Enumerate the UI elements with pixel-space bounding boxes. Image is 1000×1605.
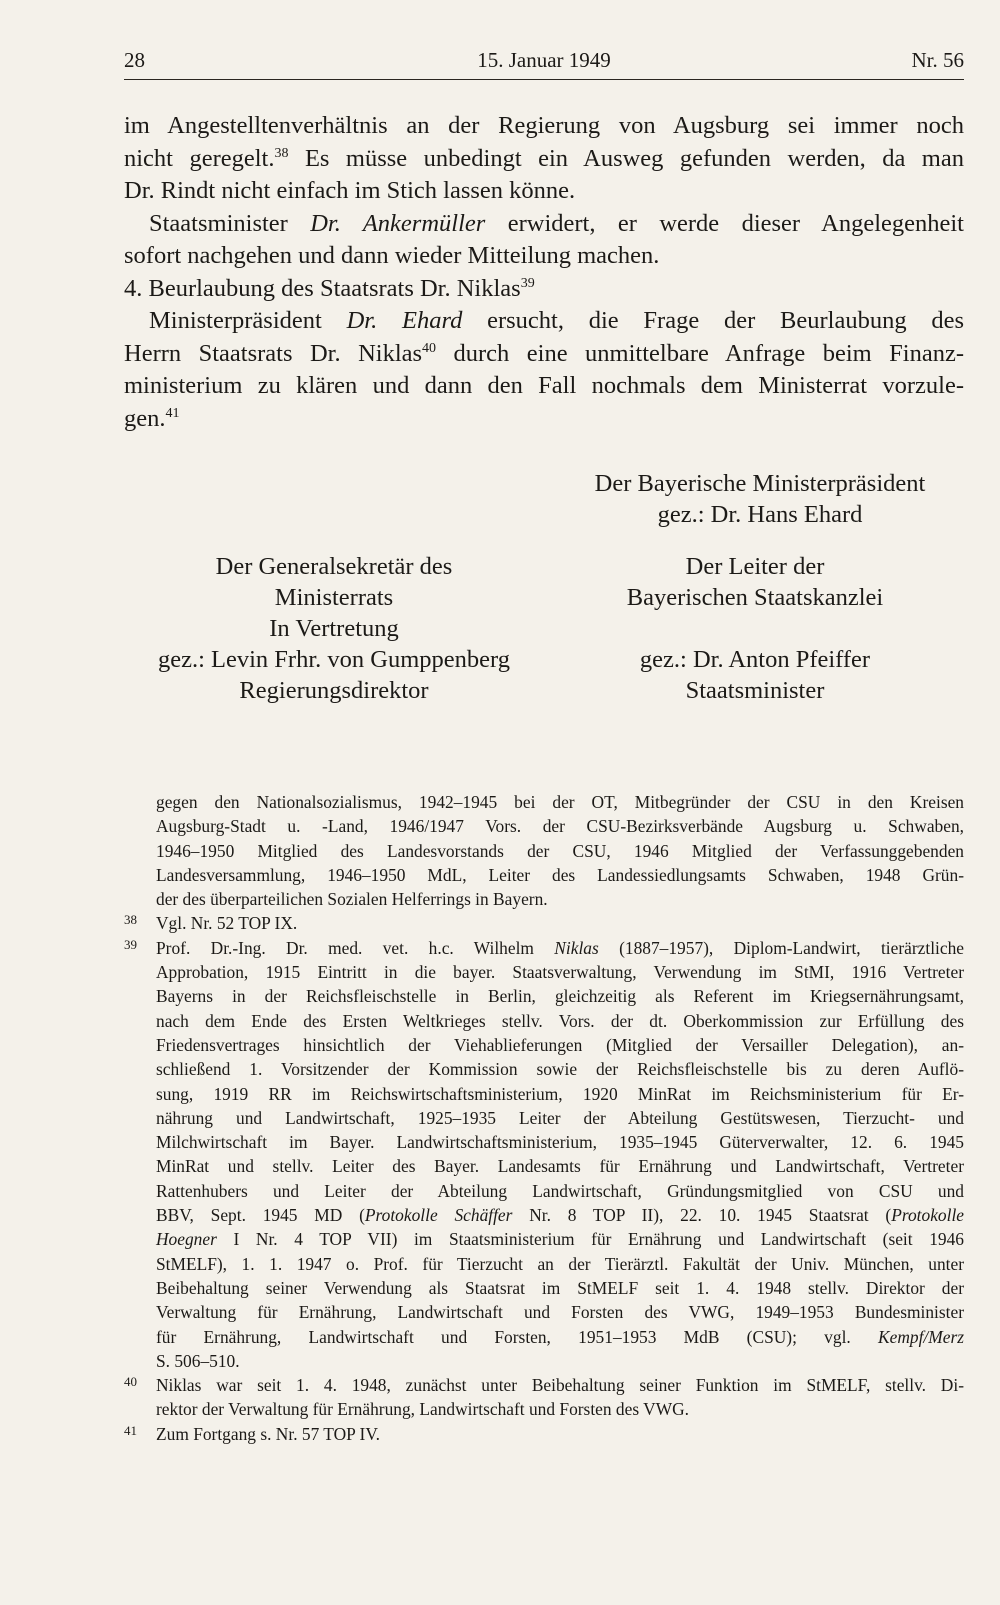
document-number: Nr. 56 <box>911 48 964 72</box>
signature-ministerpraesident: Der Bayerische Ministerpräsident gez.: Dr. Hans Ehard <box>594 470 926 528</box>
person-ehard: Ehard <box>377 307 463 334</box>
signature-staatskanzlei: Der Leiter der Bayerischen Staatskanzlei gez.: Dr. Anton Pfeiffer Staatsminister <box>626 553 884 704</box>
page-header <box>124 48 964 80</box>
footnote-40: 40 Niklas war seit 1. 4. 1948, zunächst unter Beibehaltung seiner Funktion im StMELF, stellv. Di- rektor der Verwaltung für Ernährung, Landwirtschaft und Forsten des VWG. <box>124 1374 964 1420</box>
footnote-ref-40[interactable]: 40 <box>422 340 437 356</box>
agenda-item-4: 4. Beurlaubung des Staatsrats Dr. Niklas$^{39}$ <box>124 274 535 302</box>
signature-generalsekretaer: Der Generalsekretär des Ministerrats In Vertretung gez.: Levin Frhr. von Gumppenberg Regierungsdirektor <box>157 553 510 704</box>
body-text <box>124 110 964 435</box>
paragraph-ehard: Ministerpräsident Dr. Ehard ersucht, die Frage der Beurlaubung des Herrn Staatsrats Dr. Niklas$^{40}$ durch eine unmittelbare Anfrage beim Finanz- ministerium zu klären und dann den Fall nochmals dem Ministerrat vorzule- gen.$^{41}$ <box>124 307 965 432</box>
footnote-39: 39 Prof. Dr.-Ing. Dr. med. vet. h.c. Wilhelm Niklas (1887–1957), Diplom-Landwirt, tierärztliche Approbation, 1915 Eintritt in die bayer. Staatsverwaltung, Verwendung im StMI, 1916 Vertreter Bayerns in der Reichsfleischstelle in Berlin, gleichzeitig als Referent im Kriegsernährungsamt, nach dem Ende des Ersten Weltkrieges stellv. Vors. der dt. Oberkommission zur Erfüllung des Friedensvertrages hinsichtlich der Viehablieferungen (Mitglied der Versailler Delegation), an- schließend 1. Vorsitzender der Kommission sowie der Reichsfleischstelle bis zu deren Auflö- sung, 1919 RR im Reichswirtschaftsministerium, 1920 MinRat im Reichsministerium für Er- nährung und Landwirtschaft, 1925–1935 Leiter der Abteilung Gestütswesen, Tierzucht- und Milchwirtschaft im Bayer. Landwirtschaftsministerium, 1935–1945 Güterverwalter, 12. 6. 1945 MinRat und stellv. Leiter des Bayer. Landesamts für Ernährung und Landwirtschaft, Vertreter Rattenhubers und Leiter der Abteilung Landwirtschaft, Gründungsmitglied von CSU und BBV, Sept. 1945 MD (Protokolle Schäffer Nr. 8 TOP II), 22. 10. 1945 Staatsrat (Protokolle Hoegner I Nr. 4 TOP VII) im Staatsministerium für Ernährung und Landwirtschaft (seit 1946 StMELF), 1. 1. 1947 o. Prof. für Tierzucht an der Tierärztl. Fakultät der Univ. München, unter Beibehaltung seiner Verwendung als Staatsrat im StMELF seit 1. 4. 1948 stellv. Direktor der Verwaltung für Ernährung, Landwirtschaft und Forsten des VWG, 1949–1953 Bundesminister für Ernährung, Landwirtschaft und Forsten, 1951–1953 MdB (CSU); vgl. Kempf/Merz S. 506–510. <box>124 936 965 1371</box>
paragraph-ankermueller: Staatsminister Dr. Ankermüller erwidert, er werde dieser Angelegenheit sofort nachgehen und dann wieder Mitteilung machen. <box>124 209 964 269</box>
footnote-ref-41[interactable]: 41 <box>165 405 180 421</box>
paragraph-rindt: im Angestelltenverhältnis an der Regierung von Augsburg sei immer noch nicht geregelt.$^{38}$ Es müsse unbedingt ein Ausweg gefunden werden, da man Dr. Rindt nicht einfach im Stich lassen könne. <box>124 112 964 204</box>
page-number: 28 <box>124 48 145 72</box>
footnote-41: 41 Zum Fortgang s. Nr. 57 TOP IV. <box>124 1422 381 1444</box>
footnote-38: 38 Vgl. Nr. 52 TOP IX. <box>124 912 298 934</box>
footnote-ref-39[interactable]: 39 <box>520 275 535 291</box>
header-rule <box>124 79 964 80</box>
footnotes <box>124 790 964 1446</box>
footnote-ref-38[interactable]: 38 <box>274 145 289 161</box>
header-date: 15. Januar 1949 <box>477 48 611 72</box>
person-ankermueller: Ankermüller <box>340 209 486 237</box>
footnote-continuation: gegen den Nationalsozialismus, 1942–1945 bei der OT, Mitbegründer der CSU in den Kreisen Augsburg-Stadt u. -Land, 1946/1947 Vors. der CSU-Bezirksverbände Augsburg u. Schwaben, 1946–1950 Mitglied des Landesvorstands der CSU, 1946 Mitglied der Verfassunggebenden Landesversammlung, 1946–1950 MdL, Leiter des Landessiedlungsamts Schwaben, 1948 Grün- der des überparteilichen Sozialen Helferrings in Bayern. <box>156 792 964 910</box>
